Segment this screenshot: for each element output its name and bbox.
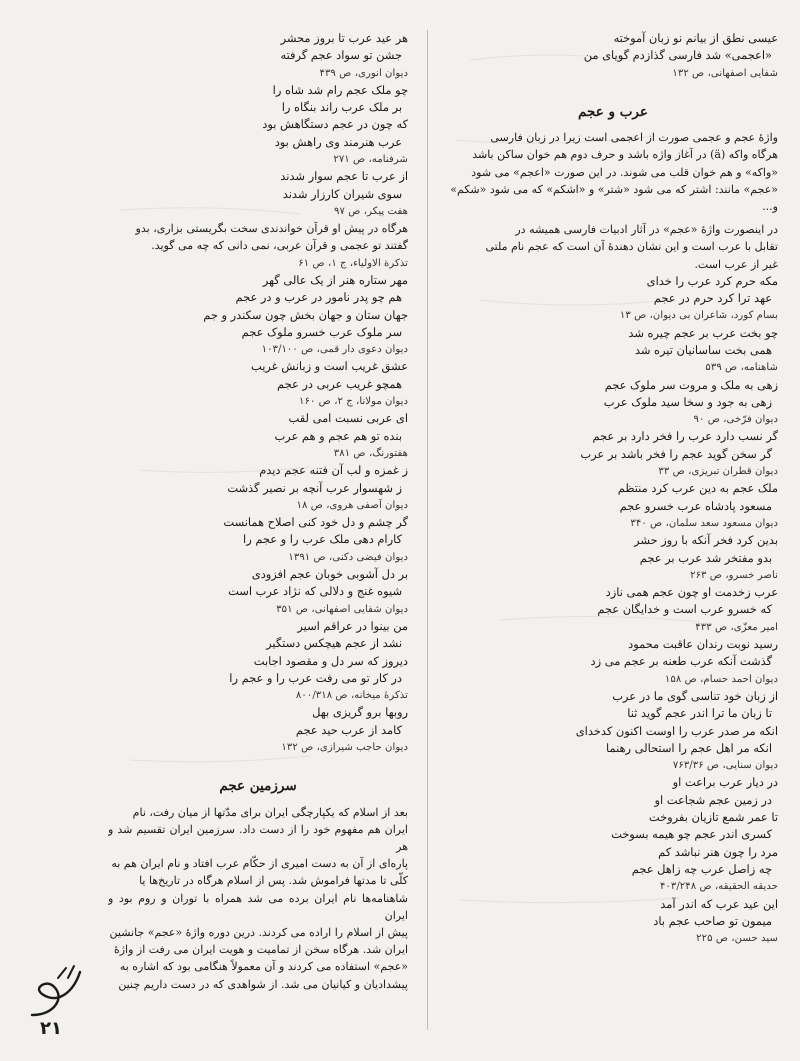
section-heading-arab-and-ajam: عرب و عجم bbox=[578, 103, 648, 120]
prose-line: گفتند تو عجمی و قرآن عربی، نمی دانی که چه می گوید. bbox=[151, 239, 408, 253]
source-citation: دیوان مسعود سعد سلمان، ص ۳۴۰ bbox=[630, 517, 778, 529]
source-citation: امیر معزّی، ص ۴۳۳ bbox=[695, 621, 778, 633]
verse-line: رسید نوبت رندان عاقبت محمود bbox=[628, 637, 778, 652]
prose-line: ایران هم مفهوم خود را از دست داد. سرزمین ایران تقسیم شد و هر bbox=[108, 822, 408, 853]
prose-line: ایران شد. هرگاه سخن از تمامیت و هویت ایران می رفت از واژهٔ bbox=[113, 943, 408, 957]
verse-line: سر ملوک عرب خسرو ملوک عجم bbox=[241, 324, 402, 339]
prose-line: شاهنامه‌ها نام ایران برده می شد همراه با توران و روم بود و ایران bbox=[108, 891, 408, 922]
prose-line: هرگاه واکه (ä) در آغاز واژه باشد و حرف دوم هم خوان ساکن باشد bbox=[472, 148, 778, 162]
prose-line: پاره‌ای از آن به دست امیری از حکّام عرب افتاد و نام ایران هم به bbox=[111, 857, 408, 871]
source-citation: تذکرة الاولیاء، ج ۱، ص ۶۱ bbox=[298, 257, 408, 269]
verse-line: همی بخت ساسانیان تیره شد bbox=[634, 343, 772, 357]
right-verses bbox=[448, 273, 778, 948]
verse-line: چو ملک عجم رام شد شاه را bbox=[272, 82, 408, 97]
verse-line: تا عمر شمع تازیان بفروخت bbox=[648, 810, 778, 825]
source-citation: دیوان دعوی دار قمی، ص ۱۰۳/۱۰۰ bbox=[261, 344, 408, 356]
verse-line: بر ملک عرب راند بنگاه را bbox=[281, 100, 402, 115]
verse-line: عرب زخدمت او چون عجم همی نازد bbox=[605, 585, 778, 600]
verse-line: از زبان خود تناسی گوی ما در عرب bbox=[612, 688, 778, 703]
verse-line: گر نسب دارد عرب را فخر دارد بر عجم bbox=[592, 429, 778, 444]
prose-line: بعد از اسلام که یکپارچگی ایران برای مدّتها از میان رفت، نام bbox=[132, 805, 408, 819]
verse-line: زهی به ملک و مروت سر ملوک عجم bbox=[604, 377, 778, 392]
verse-line: مسعود پادشاه عرب خسرو عجم bbox=[619, 498, 772, 513]
source-citation: دیوان شفایی اصفهانی، ص ۳۵۱ bbox=[276, 603, 408, 615]
source-citation: دیوان انوری، ص ۴۳۹ bbox=[319, 67, 408, 79]
prose-line: پیشدادیان و کیانیان می شد. از شواهدی که در دست داریم چنین bbox=[118, 977, 408, 991]
verse-line: جهان ستان و جهان بخش چون سکندر و جم bbox=[203, 307, 408, 322]
verse-line: هر عید عرب تا بروز محشر bbox=[280, 31, 408, 45]
prose-line: پیش از اسلام را اراده می کردند. درین دوره واژهٔ «عجم» جانشین bbox=[109, 926, 408, 939]
source-citation: دیوان احمد حسام، ص ۱۵۸ bbox=[664, 673, 778, 685]
verse-line: مهر ستاره هنر از یک عالی گهر bbox=[262, 272, 408, 287]
prose-line: و... bbox=[762, 200, 778, 213]
source-citation: دیوان حاجب شیرازی، ص ۱۳۲ bbox=[281, 741, 408, 753]
verse-line: روبها برو گریزی بهل bbox=[312, 705, 408, 720]
left-column bbox=[108, 30, 408, 993]
prose-line: «واکه» و هم خوان قلب می شوند. در این صورت «اعجم» می شود bbox=[471, 165, 778, 179]
source-citation: دیوان سنایی، ص ۷۶۳/۳۶ bbox=[672, 760, 778, 772]
source-citation: هفتورنگ، ص ۳۸۱ bbox=[333, 447, 408, 459]
verse-line: مکه حرم کرد عرب را خدای bbox=[646, 273, 778, 288]
verse-line: من بینوا در عراقم اسیر bbox=[297, 618, 408, 633]
verse-line: کسری اندر عجم چو هیمه بسوخت bbox=[611, 827, 772, 842]
prose-line: «عجم» استفاده می کردند و آن معمولاً هنگامی بود که اشاره به bbox=[119, 960, 408, 974]
prose-line: واژهٔ عجم و عجمی صورت از اعجمی است زیرا در زبان فارسی bbox=[490, 131, 778, 145]
kerman-signature-logo bbox=[22, 960, 92, 1020]
source-citation: شاهنامه، ص ۵۳۹ bbox=[705, 362, 778, 374]
verse-line: بدین کرد فخر آنکه با روز حشر bbox=[634, 533, 778, 548]
verse-line: انکه مر صدر عرب را اوست اکنون کدخدای bbox=[575, 723, 778, 738]
source-citation: تذکرهٔ میخانه، ص ۸۰۰/۳۱۸ bbox=[295, 690, 408, 702]
land-of-ajam-paragraph bbox=[108, 804, 408, 993]
left-verses bbox=[108, 30, 408, 756]
intro-paragraph bbox=[448, 129, 778, 215]
verse-line: چه زاصل عرب چه زاهل عجم bbox=[631, 861, 772, 876]
page-number: ۲۱ bbox=[40, 1018, 62, 1039]
verse-line: کامد از عرب حید عجم bbox=[295, 722, 402, 737]
source-citation: شفایی اصفهانی، ص ۱۳۲ bbox=[672, 67, 778, 79]
verse-line: زهی به جود و سخا سید ملوک عرب bbox=[603, 394, 772, 409]
column-divider bbox=[427, 30, 428, 1030]
source-citation: سید حسن، ص ۲۲۵ bbox=[696, 933, 778, 945]
verse-line: بدو مفتخر شد عرب بر عجم bbox=[639, 550, 772, 565]
source-citation: ناصر خسرو، ص ۲۶۳ bbox=[690, 569, 778, 581]
verse-line: گر چشم و دل خود کنی اصلاح همانست bbox=[223, 515, 408, 530]
verse-line: دیروز که سر دل و مقصود اجابت bbox=[253, 653, 408, 668]
verse-line: در زمین عجم شجاعت او bbox=[654, 792, 772, 807]
verse-line: عشق غریب است و زبانش غریب bbox=[251, 359, 408, 374]
verse-line: ز غمزه و لب آن فتنه عجم دیدم bbox=[259, 463, 408, 478]
prose-line: هرگاه در پیش او قرآن خواندندی سخت بگریستی بزاری، بدو bbox=[135, 222, 408, 236]
verse-line: جشن تو سواد عجم گرفته bbox=[280, 48, 402, 63]
verse-line: این عید عرب که اندر آمد bbox=[660, 896, 778, 911]
verse-line: نشد از عجم هیچکس دستگیر bbox=[266, 636, 402, 651]
verse-line: ملک عجم به دین عرب کرد منتظم bbox=[617, 481, 778, 496]
verse-line: ای عربی نسبت امی لقب bbox=[288, 411, 408, 426]
source-citation: دیوان مولانا، ج ۲، ص ۱۶۰ bbox=[299, 396, 408, 408]
second-paragraph bbox=[448, 221, 778, 273]
prose-line: غیر از عرب است. bbox=[694, 257, 778, 271]
right-top-verses bbox=[448, 30, 778, 82]
verse-line: مرد را چون هنر نباشد کم bbox=[658, 844, 778, 859]
source-citation: دیوان آصفی هروی، ص ۱۸ bbox=[296, 499, 408, 511]
verse-line: که چون در عجم دستگاهش بود bbox=[262, 117, 408, 132]
verse-line: گر سخن گوید عجم را فخر باشد بر عرب bbox=[580, 446, 772, 461]
source-citation: دیوان قطران تبریزی، ص ۳۳ bbox=[658, 466, 778, 478]
verse-line: بر دل آشوبی خوبان عجم افزودی bbox=[251, 567, 408, 582]
source-citation: دیوان فیضی دکنی، ص ۱۳۹۱ bbox=[288, 551, 408, 563]
section-heading-land-of-ajam: سرزمین عجم bbox=[219, 778, 297, 795]
verse-line: همچو غریب عربی در عجم bbox=[277, 376, 402, 391]
source-citation: بسام کورد، شاعران بی دیوان، ص ۱۳ bbox=[619, 310, 778, 322]
source-citation: دیوان فرّخی، ص ۹۰ bbox=[693, 414, 778, 426]
verse-line: در دیار عرب براعت او bbox=[672, 775, 778, 790]
prose-line: «عجم» مانند: اشتر که می شود «شتر» و «اشکم» که می شود «شکم» bbox=[450, 182, 778, 196]
source-citation: هفت پیکر، ص ۹۷ bbox=[334, 205, 408, 217]
verse-line: «اعجمی» شد فارسی گذازدم گویای من bbox=[583, 48, 772, 63]
verse-line: کارام دهی ملک عرب را و عجم را bbox=[243, 532, 402, 547]
verse-line: انکه مر اهل عجم را استحالی رهنما bbox=[606, 740, 772, 755]
verse-line: بنده تو هم عجم و هم عرب bbox=[274, 428, 402, 443]
verse-line: گذشت آنکه عرب طعنه بر عجم می زد bbox=[590, 654, 772, 669]
right-column bbox=[448, 30, 778, 947]
verse-line: ز شهسوار عرب آنچه بر نصیر گذشت bbox=[227, 480, 402, 495]
verse-line: عرب هنرمند وی راهش بود bbox=[274, 134, 402, 149]
verse-line: که خسرو عرب است و خدایگان عجم bbox=[597, 602, 772, 617]
verse-line: تا زبان ما ترا اندر عجم گوید ثنا bbox=[627, 706, 772, 721]
prose-line: در اینصورت واژهٔ «عجم» در آثار ادبیات فارسی همیشه در bbox=[515, 223, 778, 237]
verse-line: عیسی نطق از بیانم نو زبان آموخته bbox=[613, 31, 778, 45]
source-citation: حدیقه الحقیقه، ص ۴۰۳/۲۴۸ bbox=[659, 881, 778, 893]
verse-line: شیوه غنج و دلالی که نژاد عرب است bbox=[228, 584, 402, 599]
verse-line: در کار تو می رفت عرب را و عجم را bbox=[229, 670, 402, 685]
verse-line: هم چو پدر نامور در عرب و در عجم bbox=[235, 290, 402, 305]
prose-line: تقابل با عرب است و این نشان دهندهٔ آن است که عجم نام ملتی bbox=[485, 240, 778, 254]
prose-line: کلّی تا مدتها فراموش شد. پس از اسلام هرگاه در تاریخ‌ها یا bbox=[139, 874, 408, 888]
verse-line: از عرب تا عجم سوار شدند bbox=[280, 169, 408, 184]
verse-line: عهد ترا کرد حرم در عجم bbox=[653, 291, 772, 306]
verse-line: سوی شیران کارزار شدند bbox=[282, 186, 402, 201]
source-citation: شرفنامه، ص ۲۷۱ bbox=[333, 154, 408, 166]
verse-line: میمون تو صاحب عجم باد bbox=[653, 913, 772, 928]
verse-line: چو بخت عرب بر عجم چیره شد bbox=[628, 325, 778, 340]
